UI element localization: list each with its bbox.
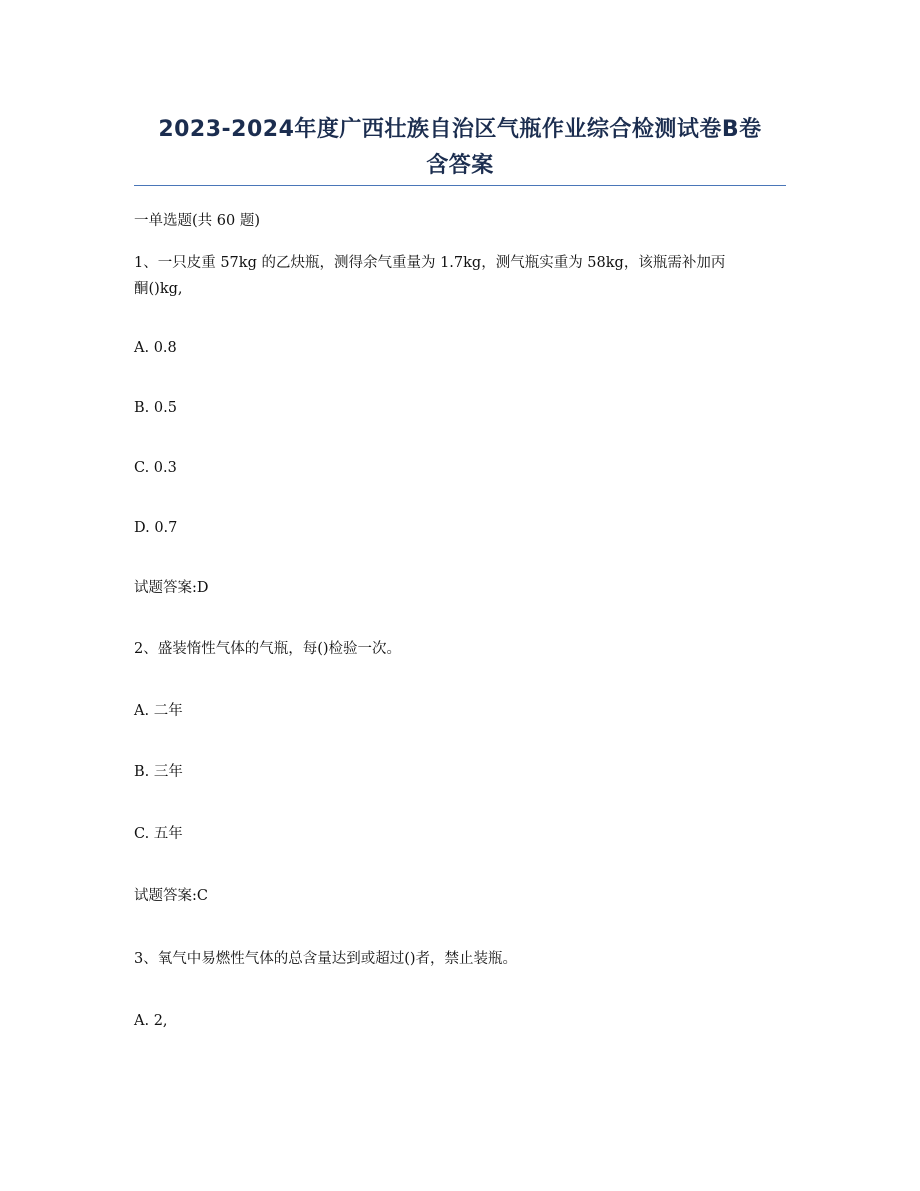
question-1-stem-line-2: 酮()kg, — [134, 281, 183, 297]
section-heading: 一单选题(共 60 题) — [134, 213, 260, 229]
question-3-option-a: A. 2, — [134, 1013, 168, 1029]
question-1-option-b: B. 0.5 — [134, 400, 177, 416]
question-2-answer: 试题答案:C — [134, 888, 208, 904]
document-title — [134, 112, 786, 184]
question-3-stem: 3、氧气中易燃性气体的总含量达到或超过()者，禁止装瓶。 — [134, 951, 518, 967]
title-line-1: 2023-2024年度广西壮族自治区气瓶作业综合检测试卷B卷 — [158, 117, 762, 142]
question-1-stem — [134, 250, 786, 302]
question-1-option-c: C. 0.3 — [134, 460, 177, 476]
question-1-answer: 试题答案:D — [134, 580, 209, 596]
question-2-stem: 2、盛装惰性气体的气瓶，每()检验一次。 — [134, 641, 402, 657]
question-2-option-c: C. 五年 — [134, 826, 183, 842]
title-line-2: 含答案 — [426, 153, 494, 178]
title-divider — [134, 185, 786, 186]
question-1-stem-line-1: 1、一只皮重 57kg 的乙炔瓶，测得余气重量为 1.7kg，测气瓶实重为 58kg，该瓶需补加丙 — [134, 255, 726, 271]
question-1-option-a: A. 0.8 — [134, 340, 177, 356]
question-1-option-d: D. 0.7 — [134, 520, 178, 536]
question-2-option-b: B. 三年 — [134, 764, 183, 780]
question-2-option-a: A. 二年 — [134, 703, 183, 719]
